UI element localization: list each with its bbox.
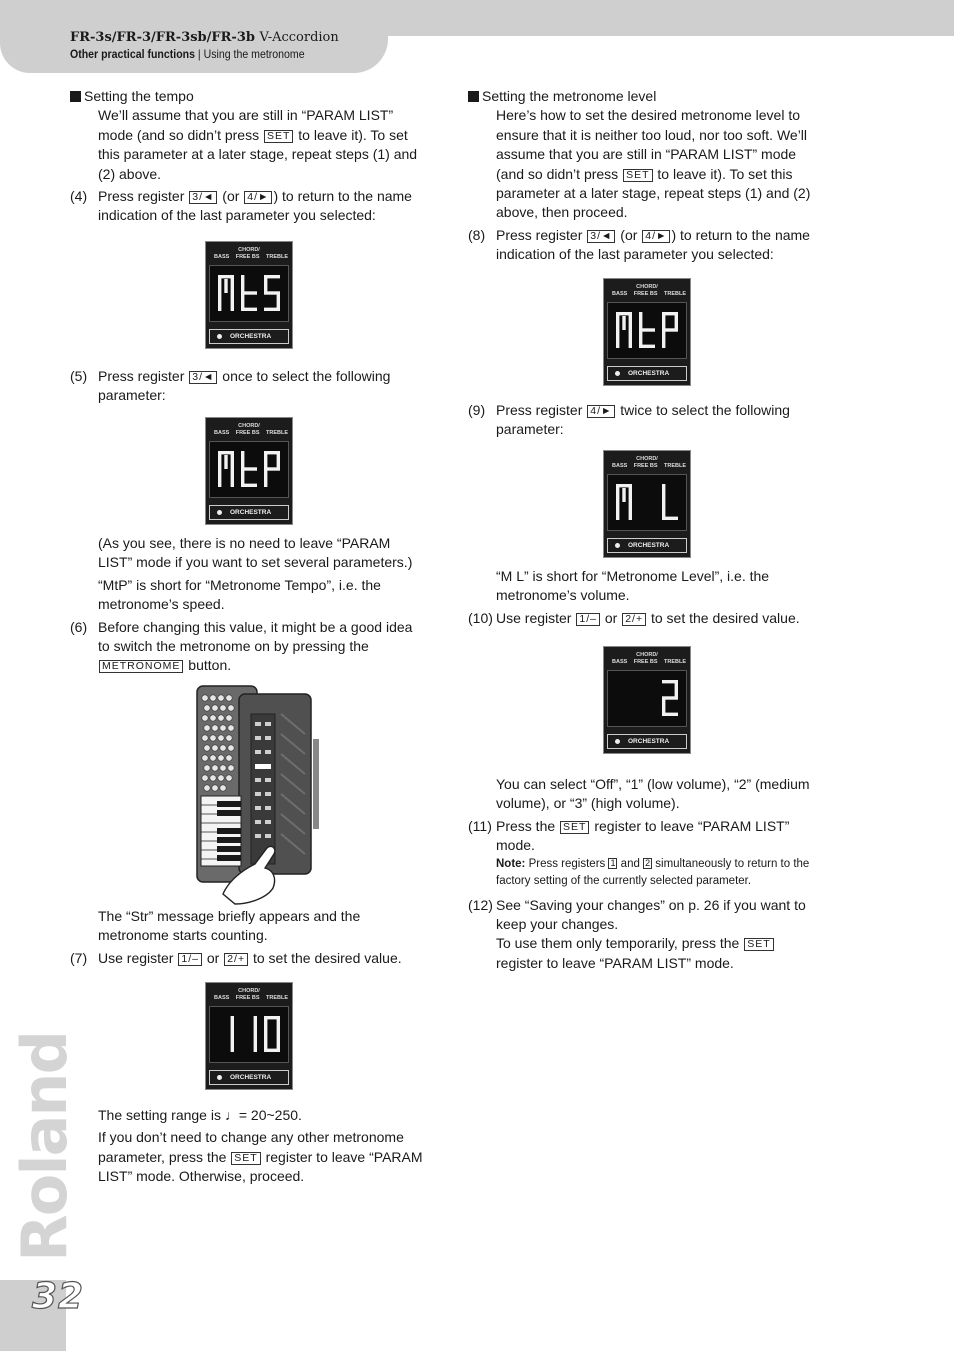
register-key: 4/► — [587, 405, 615, 418]
set-key: SET — [744, 938, 773, 951]
note-label: Note: — [496, 857, 526, 870]
factory-note — [468, 856, 824, 890]
left-column-bottom — [70, 1106, 426, 1187]
text: ) to return to the name indication of the last parameter you selected: — [98, 188, 412, 224]
text: twice to select the following parameter: — [496, 402, 790, 438]
text: Use register — [496, 609, 576, 626]
set-key: SET — [231, 1152, 260, 1165]
text: Press register — [496, 226, 587, 243]
text: ) to return to the name indication of the last parameter you selected: — [496, 226, 810, 263]
indicator-dot — [615, 739, 620, 744]
strap — [313, 739, 319, 829]
text: register to leave “PARAM LIST” mode. — [496, 954, 734, 971]
text: Before changing this value, it might be a good idea to switch the metronome on by pressing the — [98, 618, 413, 655]
display-screen — [607, 302, 687, 359]
keyboard — [201, 796, 241, 866]
step-number: (11) — [468, 817, 492, 834]
step-7 — [70, 949, 426, 968]
text: (or — [218, 188, 244, 205]
text: or — [202, 949, 224, 966]
display-label-treble: TREBLE — [266, 430, 288, 436]
step-text — [496, 817, 824, 856]
text: register to leave “PARAM LIST” mode. Otherwise, proceed. — [98, 1148, 423, 1185]
step-number: (12) — [468, 896, 493, 913]
register-key: 2/+ — [224, 953, 248, 966]
display-label-bass: BASS — [214, 430, 230, 436]
metronome-key: METRONOME — [99, 660, 183, 673]
display-mtp-right — [603, 278, 691, 386]
display-orchestra: ORCHESTRA — [209, 1070, 289, 1085]
display-orchestra: ORCHESTRA — [209, 329, 289, 344]
product-name: V-Accordion — [259, 30, 339, 45]
step-text — [496, 401, 824, 440]
step-12 — [468, 896, 824, 935]
set-key: SET — [560, 821, 589, 834]
text: Use register — [98, 949, 178, 966]
display-screen — [607, 474, 687, 531]
display-mts — [205, 241, 293, 349]
display-screen — [209, 1006, 289, 1063]
text: Press register — [98, 368, 189, 384]
display-label-chord: CHORD/ — [636, 284, 658, 290]
display-label-freebs: FREE BS — [633, 659, 658, 665]
display-digits — [608, 303, 686, 358]
indicator-dot — [217, 334, 222, 339]
breadcrumb-separator: | — [197, 47, 201, 61]
set-key: SET — [623, 169, 652, 182]
header-tab — [0, 0, 388, 73]
breadcrumb-section: Other practical functions — [70, 47, 195, 61]
step-11 — [468, 817, 824, 856]
step-10 — [468, 609, 824, 628]
text: simultaneously to return to the factory setting of the currently selected parameter. — [496, 857, 810, 887]
display-label-row — [612, 291, 686, 297]
display-label-chord: CHORD/ — [238, 423, 260, 429]
display-orchestra: ORCHESTRA — [607, 734, 687, 749]
display-digits — [608, 475, 686, 530]
register-key: 2 — [645, 857, 651, 868]
display-label-row — [612, 463, 686, 469]
register-key: 2/+ — [622, 613, 646, 626]
step-number: (4) — [70, 188, 88, 205]
display-label-treble: TREBLE — [664, 659, 686, 665]
text: Press the — [496, 817, 560, 834]
right-column — [468, 87, 824, 265]
register-key: 3/◄ — [189, 191, 217, 204]
display-label-row — [214, 254, 288, 260]
step-number: (10) — [468, 609, 493, 626]
display-2 — [603, 646, 691, 754]
header-title — [70, 30, 339, 45]
display-label-freebs: FREE BS — [235, 995, 260, 1001]
text: To use them only temporarily, press the — [496, 935, 744, 952]
display-label-chord: CHORD/ — [238, 247, 260, 253]
text: If you don’t need to change any other metronome parameter, press the — [98, 1129, 404, 1165]
display-label-treble: TREBLE — [664, 291, 686, 297]
display-digits — [210, 1007, 288, 1062]
left-column-step5 — [70, 367, 426, 406]
left-column — [70, 87, 426, 226]
temporary-note — [468, 934, 824, 973]
right-column-step9 — [468, 401, 824, 440]
display-label-chord: CHORD/ — [238, 988, 260, 994]
text: register to leave “PARAM LIST” mode. — [496, 817, 790, 854]
breadcrumb-subsection: Using the metronome — [203, 47, 305, 61]
display-screen — [209, 441, 289, 498]
page-number: 32 — [32, 1276, 85, 1317]
model-name: FR-3s/FR-3/FR-3sb/FR-3b — [70, 30, 255, 45]
accordion-illustration — [193, 684, 323, 906]
section-heading-tempo: Setting the tempo — [70, 87, 426, 106]
display-label-treble: TREBLE — [266, 254, 288, 260]
step-9 — [468, 401, 824, 440]
text: to leave it). To set this parameter at a later stage, repeat steps (1) and (2) above, then proceed. — [496, 165, 811, 221]
step-number: (7) — [70, 949, 88, 966]
register-key: 1/– — [178, 953, 202, 966]
text: button. — [184, 657, 232, 674]
register-panel — [251, 714, 275, 864]
text: Press register — [98, 188, 189, 205]
text: Press register — [496, 402, 587, 418]
display-label-treble: TREBLE — [266, 995, 288, 1001]
step-number: (9) — [468, 402, 486, 418]
display-label-bass: BASS — [612, 291, 628, 297]
text: or — [600, 609, 622, 626]
display-label-freebs: FREE BS — [235, 430, 260, 436]
display-label-bass: BASS — [612, 463, 628, 469]
indicator-dot — [217, 510, 222, 515]
text: (or — [616, 226, 642, 243]
step-number: (8) — [468, 226, 486, 243]
display-110 — [205, 982, 293, 1090]
text: to set the desired value. — [249, 949, 402, 966]
step-text — [496, 226, 824, 265]
display-digits — [210, 266, 288, 321]
leave-param-list — [70, 1128, 426, 1186]
level-intro — [468, 106, 824, 222]
display-label-chord: CHORD/ — [636, 456, 658, 462]
register-key: 3/◄ — [587, 230, 615, 243]
step-text — [496, 609, 824, 628]
display-label-freebs: FREE BS — [235, 254, 260, 260]
display-orchestra: ORCHESTRA — [607, 366, 687, 381]
display-orchestra: ORCHESTRA — [209, 505, 289, 520]
display-label-freebs: FREE BS — [633, 291, 658, 297]
text: to set the desired value. — [647, 609, 800, 626]
display-digits — [210, 442, 288, 497]
display-mtp — [205, 417, 293, 525]
text: We’ll assume that you are still in “PARAM LIST” mode (and so didn’t press — [98, 107, 394, 143]
display-label-bass: BASS — [214, 254, 230, 260]
text: Here’s how to set the desired metronome level to ensure that it is neither too loud, nor too soft. We’ll assume that you are still in “PARAM LIST” mode (and so didn’t press — [496, 107, 808, 182]
display-label-freebs: FREE BS — [633, 463, 658, 469]
roland-logo: Roland — [8, 1032, 81, 1262]
display-digits — [608, 671, 686, 726]
param-list-note: (As you see, there is no need to leave “PARAM LIST” mode if you want to set several parameters.) — [98, 535, 413, 571]
register-key: 4/► — [244, 191, 272, 204]
breadcrumb — [70, 47, 305, 61]
left-column-mid — [70, 534, 426, 676]
display-label-row — [612, 659, 686, 665]
step-text — [98, 618, 426, 676]
str-message-note: The “Str” message briefly appears and the metronome starts counting. — [98, 908, 361, 944]
step-text — [98, 187, 426, 226]
mtp-explanation: “MtP” is short for “Metronome Tempo”, i.e. the metronome’s speed. — [98, 576, 381, 613]
step-number: (6) — [70, 618, 88, 635]
register-key: 3/◄ — [189, 371, 217, 384]
text: once to select the following parameter: — [98, 368, 391, 404]
step-text — [98, 949, 426, 968]
step-8 — [468, 226, 824, 265]
level-values: You can select “Off”, “1” (low volume), “2” (medium volume), or “3” (high volume). — [496, 776, 810, 812]
ml-explanation: “M L” is short for “Metronome Level”, i.e. the metronome’s volume. — [496, 568, 770, 604]
indicator-dot — [615, 543, 620, 548]
display-label-bass: BASS — [214, 995, 230, 1001]
left-column-lower — [70, 907, 426, 968]
display-screen — [209, 265, 289, 322]
indicator-dot — [615, 371, 620, 376]
register-key: 4/► — [642, 230, 670, 243]
step-text: See “Saving your changes” on p. 26 if you want to keep your changes. — [496, 896, 806, 933]
indicator-dot — [217, 1075, 222, 1080]
step-number: (5) — [70, 368, 88, 384]
register-key: 1/– — [576, 613, 600, 626]
step-4 — [70, 187, 426, 226]
text: Press registers — [525, 857, 609, 870]
display-label-row — [214, 995, 288, 1001]
setting-range: The setting range is ♩= 20~250. — [98, 1107, 302, 1123]
display-label-chord: CHORD/ — [636, 652, 658, 658]
text: and — [617, 857, 644, 870]
display-ml — [603, 450, 691, 558]
step-5 — [70, 367, 426, 406]
right-column-mid — [468, 567, 824, 628]
right-column-lower — [468, 775, 824, 973]
display-screen — [607, 670, 687, 727]
register-key: 1 — [610, 857, 616, 868]
section-heading-level: Setting the metronome level — [468, 87, 824, 106]
set-key: SET — [264, 130, 293, 143]
display-orchestra: ORCHESTRA — [607, 538, 687, 553]
display-label-treble: TREBLE — [664, 463, 686, 469]
display-label-row — [214, 430, 288, 436]
tempo-intro — [70, 106, 426, 184]
text: to leave it). To set this parameter at a later stage, repeat steps (1) and (2) above. — [98, 126, 418, 182]
step-6 — [70, 618, 426, 676]
display-label-bass: BASS — [612, 659, 628, 665]
step-text — [98, 367, 426, 406]
